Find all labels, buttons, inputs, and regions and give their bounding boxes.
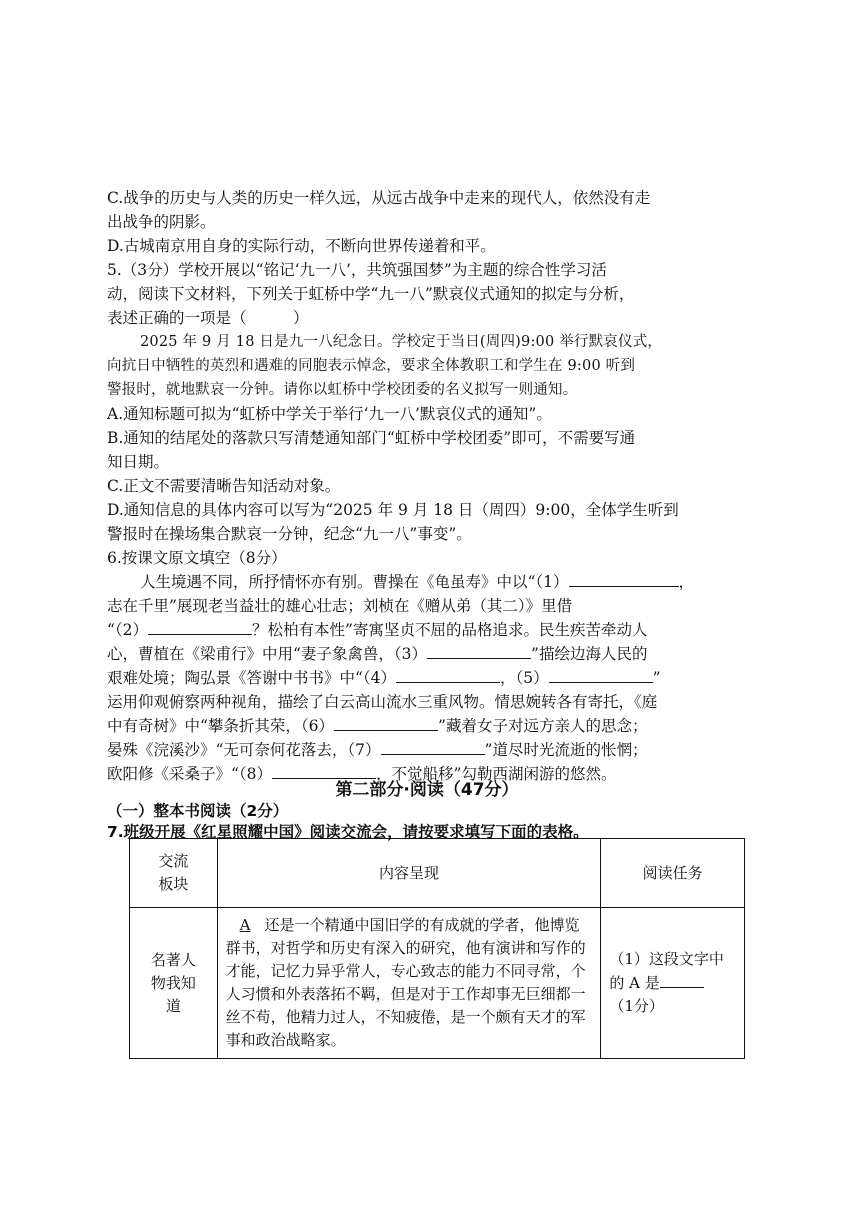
table-row bbox=[130, 908, 745, 1059]
header-section-l2: 板块 bbox=[158, 875, 189, 893]
answer-blank-5[interactable] bbox=[549, 666, 653, 683]
q6-line2: 志在千里”展现老当益壮的雄心壮志；刘桢在《赠从弟（其二）》里借 bbox=[107, 597, 573, 615]
row-section-cell bbox=[130, 908, 218, 1059]
q6-text: ”描绘边海人民的 bbox=[531, 645, 648, 663]
q5-stem-line3: 表述正确的一项是（ ） bbox=[107, 309, 309, 327]
row-section-l2: 物我知 bbox=[150, 973, 196, 992]
answer-blank-1[interactable] bbox=[569, 570, 679, 587]
q6-text: 艰难处境；陶弘景《答谢中书书》中“（4） bbox=[107, 669, 397, 687]
q6-line6: 运用仰观俯察两种视角，描绘了白云高山流水三重风物。情思婉转各有寄托，《庭 bbox=[107, 693, 658, 711]
q5-option-a: A.通知标题可拟为“虹桥中学关于举行‘九一八’默哀仪式的通知”。 bbox=[107, 405, 552, 423]
row-task-cell bbox=[601, 908, 745, 1059]
answer-blank-7[interactable] bbox=[381, 738, 485, 755]
row-task-score: （1分） bbox=[609, 997, 664, 1015]
placeholder-a: A bbox=[239, 916, 251, 934]
part2-heading: 第二部分·阅读（47分） bbox=[335, 780, 519, 800]
q6-line3 bbox=[107, 618, 747, 642]
q6-line4 bbox=[107, 642, 747, 666]
q6-line8 bbox=[107, 738, 747, 762]
answer-blank-3[interactable] bbox=[427, 642, 531, 659]
answer-blank-4[interactable] bbox=[396, 666, 500, 683]
q5-stem-line2: 动，阅读下文材料，下列关于虹桥中学“九一八”默哀仪式通知的拟定与分析， bbox=[107, 285, 635, 303]
answer-blank-6[interactable] bbox=[334, 714, 438, 731]
row-content-cell bbox=[217, 908, 601, 1059]
q6-text: 晏殊《浣溪沙》“无可奈何花落去，（7） bbox=[107, 741, 381, 759]
q6-line7 bbox=[107, 714, 747, 738]
q5-option-c: C.正文不需要清晰告知活动对象。 bbox=[107, 477, 341, 495]
q6-text: 人生境遇不同，所抒情怀亦有别。曹操在《龟虽寿》中以“（1） bbox=[140, 573, 569, 591]
row-content-text: 还是一个精通中国旧学的有成就的学者，他博览群书，对哲学和历史有深入的研究，他有演讲和写作的才能，记忆力异乎常人，专心致志的能力不同寻常，个人习惯和外表落拓不羁，但是对于工作却事无巨细都一丝不苟，他精力过人，不知疲倦，是一个颇有天才的军事和政治战略家。 bbox=[225, 916, 586, 1049]
header-content: 内容呈现 bbox=[217, 839, 601, 908]
q5-option-b-line2: 知日期。 bbox=[107, 453, 170, 471]
q6-text: ？松柏有本性”寄寓坚贞不屈的品格追求。民生疾苦牵动人 bbox=[252, 621, 648, 639]
q7-stem: 7.班级开展《红星照耀中国》阅读交流会，请按要求填写下面的表格。 bbox=[107, 823, 589, 841]
q6-line5 bbox=[107, 666, 747, 690]
q5-option-d-line2: 警报时在操场集合默哀一分钟，纪念“九一八”事变”。 bbox=[107, 525, 472, 543]
q6-text: ”道尽时光流逝的怅惘； bbox=[484, 741, 648, 759]
answer-blank-2[interactable] bbox=[148, 618, 252, 635]
row-task-text: （1）这段文字中的 A 是 bbox=[609, 950, 724, 992]
q6-text: ” bbox=[652, 669, 661, 687]
q6-text: 心，曹植在《梁甫行》中用“妻子象禽兽，（3） bbox=[107, 645, 428, 663]
table-header-row bbox=[130, 839, 745, 908]
answer-blank-a[interactable] bbox=[660, 971, 704, 988]
header-section-l1: 交流 bbox=[158, 852, 189, 870]
q6-text: 欧阳修《采桑子》“（8） bbox=[107, 765, 273, 783]
q4-option-c-line2: 出战争的阴影。 bbox=[107, 213, 216, 231]
q6-title: 6.按课文原文填空（8分） bbox=[107, 549, 287, 567]
q6-text: ，（5） bbox=[500, 669, 549, 687]
q5-notice-line1: 2025 年 9 月 18 日是九一八纪念日。学校定于当日(周四)9:00 举行默哀仪式， bbox=[140, 334, 663, 350]
header-section bbox=[130, 839, 218, 908]
reading-table bbox=[129, 838, 745, 1059]
q6-text: “（2） bbox=[107, 621, 149, 639]
q5-option-b-line1: B.通知的结尾处的落款只写清楚通知部门“虹桥中学校团委”即可，不需要写通 bbox=[107, 429, 636, 447]
header-task: 阅读任务 bbox=[601, 839, 745, 908]
q5-stem-line1: 5.（3分）学校开展以“铭记‘九一八’，共筑强国梦”为主题的综合性学习活 bbox=[107, 261, 607, 279]
part2-subheading: （一）整本书阅读（2分） bbox=[107, 802, 289, 820]
q6-line1 bbox=[140, 570, 747, 594]
q6-text: ，不觉船移”勾勒西湖闲游的悠然。 bbox=[376, 765, 617, 783]
q5-option-d-line1: D.通知信息的具体内容可以写为“2025 年 9 月 18 日（周四）9:00，全体学生听到 bbox=[107, 501, 679, 519]
q6-text: 中有奇树》中“攀条折其荣，（6） bbox=[107, 717, 335, 735]
q6-text: ， bbox=[678, 573, 695, 591]
row-section-l1: 名著人 bbox=[150, 950, 196, 969]
row-section-l3: 道 bbox=[165, 996, 181, 1015]
q5-notice-line3: 警报时，就地默哀一分钟。请你以虹桥中学校团委的名义拟写一则通知。 bbox=[107, 382, 578, 398]
q4-option-d: D.古城南京用自身的实际行动，不断向世界传递着和平。 bbox=[107, 237, 496, 255]
q4-option-c-line1: C.战争的历史与人类的历史一样久远，从远古战争中走来的现代人，依然没有走 bbox=[107, 189, 651, 207]
q5-notice-line2: 向抗日中牺牲的英烈和遇难的同胞表示悼念，要求全体教职工和学生在 9:00 听到 bbox=[107, 358, 636, 374]
q6-text: ”藏着女子对远方亲人的思念； bbox=[438, 717, 648, 735]
